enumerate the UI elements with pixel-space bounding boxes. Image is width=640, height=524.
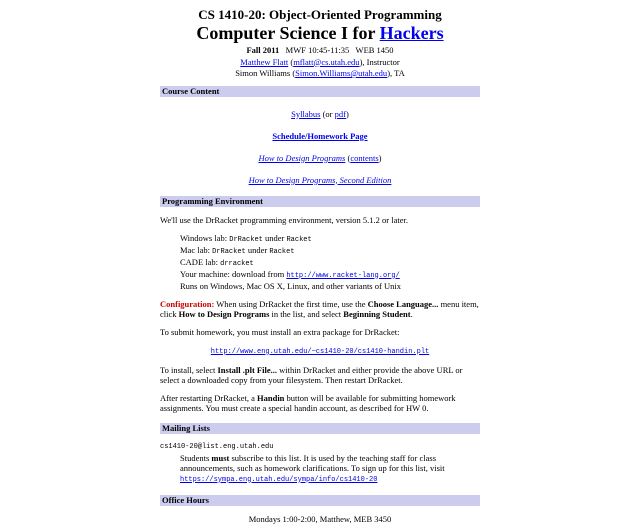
cade-prog: drracket bbox=[220, 259, 254, 268]
htdp2-link[interactable]: How to Design Programs, Second Edition bbox=[248, 174, 392, 185]
close-paren: ) bbox=[345, 108, 349, 119]
racket-download-link[interactable]: http://www.racket-lang.org/ bbox=[286, 271, 400, 280]
windows-lab-label: Windows lab: bbox=[180, 232, 230, 243]
ta-email-link[interactable]: Simon.Williams@utah.edu bbox=[295, 68, 388, 78]
paren-close: ) bbox=[378, 152, 382, 163]
windows-dir: Racket bbox=[286, 235, 312, 244]
configuration-label: Configuration: bbox=[160, 298, 215, 309]
section-mailing-lists: Mailing Lists bbox=[160, 423, 480, 434]
mac-dir: Racket bbox=[269, 247, 295, 256]
config-text: . bbox=[410, 308, 413, 319]
sympa-link[interactable]: https://sympa.eng.utah.edu/sympa/info/cs1410-20 bbox=[180, 475, 378, 484]
mac-lab-label: Mac lab: bbox=[180, 244, 213, 255]
under-text: under bbox=[262, 232, 287, 243]
htdp-link[interactable]: How to Design Programs bbox=[258, 152, 346, 163]
handin-note bbox=[160, 393, 480, 413]
list-item bbox=[180, 257, 480, 269]
title-text: Computer Science I for bbox=[196, 23, 380, 43]
windows-prog: DrRacket bbox=[229, 235, 263, 244]
list-item: Runs on Windows, Mac OS X, Linux, and other variants of Unix bbox=[180, 280, 401, 291]
handin-url-line bbox=[160, 345, 480, 357]
paren-open: ( bbox=[345, 152, 351, 163]
htdp-option: How to Design Programs bbox=[178, 308, 270, 319]
instructor-email-link[interactable]: mflatt@cs.utah.edu bbox=[293, 56, 360, 67]
handin-text: button will be available for submitting homework assignments. You must create a special handin account, as described for HW 0. bbox=[160, 392, 456, 413]
page bbox=[160, 0, 480, 524]
course-meta bbox=[160, 45, 480, 57]
term: Fall 2011 bbox=[246, 45, 280, 55]
env-intro: We'll use the DrRacket programming environment, version 5.1.2 or later. bbox=[160, 214, 408, 225]
or-text: (or bbox=[320, 108, 335, 119]
install-note bbox=[160, 365, 480, 385]
section-programming-environment: Programming Environment bbox=[160, 196, 480, 207]
hackers-link[interactable]: Hackers bbox=[379, 23, 444, 43]
htdp2-line bbox=[160, 175, 480, 185]
must-text: must bbox=[211, 452, 230, 463]
instructor-role: , Instructor bbox=[362, 56, 400, 67]
instructor-line: Matthew Flatt (mflatt@cs.utah.edu), Instructor bbox=[240, 56, 400, 67]
install-plt-item: Install .plt File... bbox=[217, 364, 277, 375]
mailing-text: subscribe to this list. It is used by the teaching staff for class announcements, such as homework clarifications. To sign up for this list, visit bbox=[180, 452, 445, 473]
htdp-line bbox=[160, 153, 480, 163]
list-item bbox=[180, 269, 480, 281]
syllabus-line bbox=[160, 109, 480, 119]
submit-note: To submit homework, you must install an extra package for DrRacket: bbox=[160, 326, 400, 337]
schedule: MWF 10:45-11:35 bbox=[285, 45, 350, 55]
env-list bbox=[160, 233, 480, 291]
syllabus-link[interactable]: Syllabus bbox=[291, 108, 321, 119]
handin-text: After restarting DrRacket, a bbox=[160, 392, 257, 403]
office-hours-line: Mondays 1:00-2:00, Matthew, MEB 3450 bbox=[248, 513, 392, 524]
list-item bbox=[180, 245, 480, 257]
config-text: menu item, click bbox=[160, 298, 479, 319]
section-office-hours: Office Hours bbox=[160, 495, 480, 506]
instructor-link[interactable]: Matthew Flatt bbox=[240, 56, 289, 67]
section-course-content: Course Content bbox=[160, 86, 480, 97]
under-text: under bbox=[245, 244, 270, 255]
choose-language-item: Choose Language... bbox=[367, 298, 439, 309]
page-title bbox=[160, 23, 480, 44]
course-heading: CS 1410-20: Object-Oriented Programming bbox=[198, 7, 442, 22]
install-text: To install, select bbox=[160, 364, 218, 375]
config-text: When using DrRacket the first time, use the bbox=[214, 298, 368, 309]
config-text: in the list, and select bbox=[269, 308, 344, 319]
schedule-line bbox=[160, 131, 480, 141]
mailing-address: cs1410-20@list.eng.utah.edu bbox=[160, 442, 274, 451]
ta-line: Simon Williams (Simon.Williams@utah.edu), TA bbox=[235, 68, 405, 78]
mac-prog: DrRacket bbox=[212, 247, 246, 256]
pdf-link[interactable]: pdf bbox=[334, 108, 346, 119]
contents-link[interactable]: contents bbox=[350, 152, 379, 163]
your-machine-label: Your machine: download from bbox=[180, 268, 287, 279]
handin-button-name: Handin bbox=[257, 392, 285, 403]
ta-name: Simon Williams bbox=[235, 68, 291, 78]
cade-lab-label: CADE lab: bbox=[180, 256, 221, 267]
handin-plt-link[interactable]: http://www.eng.utah.edu/~cs1410-20/cs1410-handin.plt bbox=[210, 347, 430, 356]
configuration-note bbox=[160, 299, 480, 319]
install-text: within DrRacket and either provide the above URL or select a downloaded copy from your filesystem. Then restart DrRacket. bbox=[160, 364, 463, 385]
mailing-text: Students bbox=[180, 452, 212, 463]
room: WEB 1450 bbox=[355, 45, 394, 55]
list-item bbox=[180, 233, 480, 245]
ta-role: , TA bbox=[390, 68, 405, 78]
schedule-link[interactable]: Schedule/Homework Page bbox=[272, 130, 368, 141]
beginning-student-option: Beginning Student bbox=[343, 308, 411, 319]
